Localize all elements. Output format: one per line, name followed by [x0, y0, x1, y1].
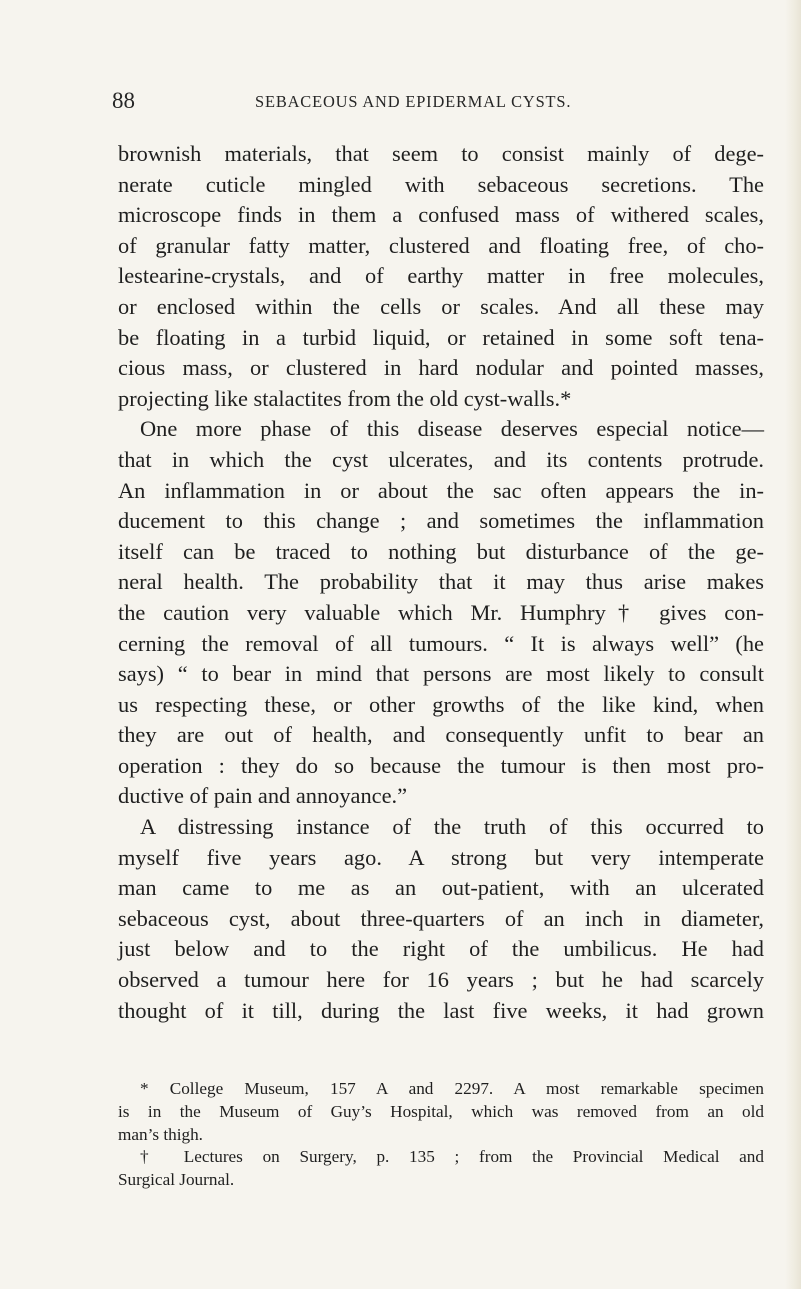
footnote-line: † Lectures on Surgery, p. 135 ; from the Provincial Medical and — [140, 1147, 764, 1167]
footnotes — [118, 1078, 764, 1192]
text-line: One more phase of this disease deserves especial notice— — [140, 416, 764, 442]
text-line: or enclosed within the cells or scales. And all these may — [118, 293, 764, 319]
text-line: be floating in a turbid liquid, or retained in some soft tena- — [118, 324, 764, 350]
footnote-line: * College Museum, 157 A and 2297. A most remarkable specimen — [140, 1079, 764, 1098]
text-line: nerate cuticle mingled with sebaceous secretions. The — [118, 171, 764, 197]
page-header — [0, 88, 801, 114]
text-line: ducement to this change ; and sometimes the inflammation — [118, 508, 764, 534]
text-line: that in which the cyst ulcerates, and its contents protrude. — [118, 446, 764, 472]
page-edge-shadow — [785, 0, 801, 1289]
text-line: just below and to the right of the umbilicus. He had — [118, 936, 764, 962]
text-line: of granular fatty matter, clustered and floating free, of cho- — [118, 232, 764, 258]
text-line: says) “ to bear in mind that persons are most likely to consult — [118, 661, 764, 687]
text-line: the caution very valuable which Mr. Humphry† gives con- — [118, 599, 764, 625]
text-line: thought of it till, during the last five weeks, it had grown — [118, 997, 764, 1023]
text-line: A distressing instance of the truth of this occurred to — [140, 814, 764, 840]
text-line: projecting like stalactites from the old cyst-walls.* — [118, 385, 572, 411]
text-line: ductive of pain and annoyance.” — [118, 783, 408, 809]
text-line: cious mass, or clustered in hard nodular and pointed masses, — [118, 355, 764, 381]
text-line: myself five years ago. A strong but very intemperate — [118, 844, 764, 870]
text-line: brownish materials, that seem to consist mainly of dege- — [118, 141, 764, 166]
text-line: they are out of health, and consequently unfit to bear an — [118, 722, 764, 748]
text-line: cerning the removal of all tumours. “ It is always well” (he — [118, 630, 764, 656]
text-line: man came to me as an out-patient, with an ulcerated — [118, 875, 764, 901]
page-number: 88 — [112, 88, 135, 113]
text-line: neral health. The probability that it may thus arise makes — [118, 569, 764, 595]
text-line: microscope finds in them a confused mass of withered scales, — [118, 202, 764, 228]
body-text — [118, 139, 764, 1026]
footnote-line: Surgical Journal. — [118, 1170, 235, 1190]
text-line: sebaceous cyst, about three-quarters of an inch in diameter, — [118, 905, 764, 931]
text-line: lestearine-crystals, and of earthy matter in free molecules, — [118, 263, 764, 289]
footnote-line: man’s thigh. — [118, 1124, 203, 1144]
text-line: An inflammation in or about the sac often appears the in- — [118, 477, 764, 503]
text-line: operation : they do so because the tumour is then most pro- — [118, 752, 764, 778]
text-line: us respecting these, or other growths of the like kind, when — [118, 691, 764, 717]
running-title: SEBACEOUS AND EPIDERMAL CYSTS. — [255, 92, 572, 111]
text-line: itself can be traced to nothing but disturbance of the ge- — [118, 538, 764, 564]
text-line: observed a tumour here for 16 years ; but he had scarcely — [118, 967, 764, 993]
footnote-line: is in the Museum of Guy’s Hospital, which was removed from an old — [118, 1101, 764, 1121]
